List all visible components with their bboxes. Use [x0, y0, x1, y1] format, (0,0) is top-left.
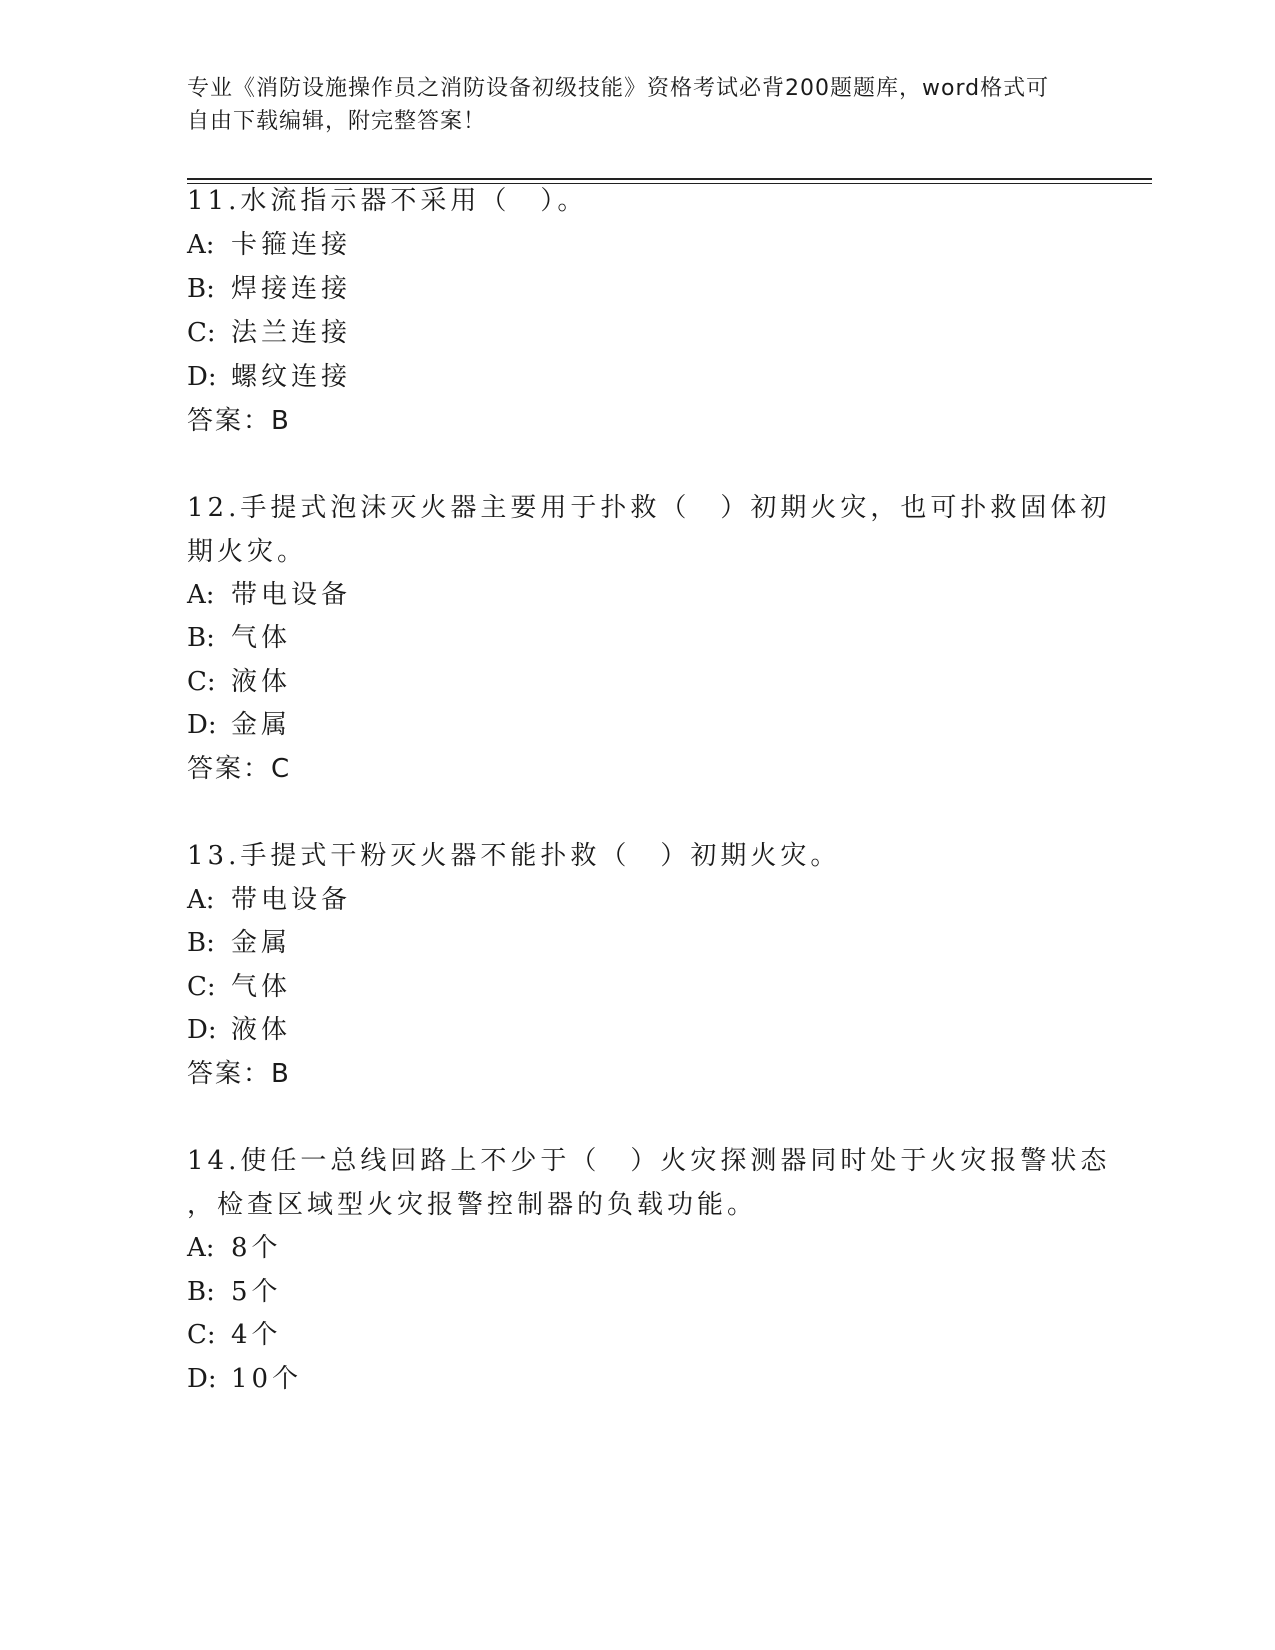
question-11-stem: 11.水流指示器不采用（ ）。 — [187, 186, 588, 216]
question-13-option-c — [187, 970, 291, 1004]
option-key: A: — [187, 230, 215, 260]
answer-label: 答案： — [187, 1059, 272, 1089]
question-13-option-d — [187, 1013, 291, 1047]
option-key: A: — [187, 1233, 215, 1263]
option-key: C: — [187, 972, 216, 1002]
option-text: 10个 — [231, 1364, 303, 1394]
option-text: 卡箍连接 — [231, 230, 352, 260]
option-key: C: — [187, 667, 216, 697]
answer-value: B — [271, 1059, 291, 1089]
option-text: 液体 — [231, 667, 292, 697]
question-12-option-d — [187, 708, 291, 742]
question-12-option-c — [187, 665, 291, 699]
option-text: 金属 — [231, 928, 292, 958]
question-12-answer — [187, 752, 291, 786]
question-14-stem-line1: 14.使任一总线回路上不少于（ ）火灾探测器同时处于火灾报警状态 — [187, 1146, 1111, 1176]
option-key: A: — [187, 580, 215, 610]
question-13-option-b — [187, 926, 291, 960]
question-13-option-a — [187, 883, 351, 917]
question-11-option-d — [187, 360, 351, 394]
question-14-option-b — [187, 1275, 282, 1309]
option-text: 法兰连接 — [231, 318, 352, 348]
option-text: 带电设备 — [231, 580, 352, 610]
option-key: B: — [187, 274, 215, 304]
question-12-stem-line2: 期火灾。 — [187, 537, 308, 567]
option-text: 气体 — [231, 972, 292, 1002]
question-11-option-c — [187, 316, 351, 350]
option-text: 8个 — [231, 1233, 282, 1263]
option-key: C: — [187, 318, 216, 348]
option-key: D: — [187, 1364, 217, 1394]
question-14-option-c — [187, 1318, 282, 1352]
document-header: 专业《消防设施操作员之消防设备初级技能》资格考试必背200题题库，word格式可自由下载编辑，附完整答案！ — [187, 76, 1050, 134]
option-key: D: — [187, 710, 217, 740]
option-key: D: — [187, 1015, 217, 1045]
option-key: B: — [187, 623, 215, 653]
option-text: 4个 — [231, 1320, 282, 1350]
question-12-option-b — [187, 621, 291, 655]
question-11-option-b — [187, 272, 351, 306]
option-key: B: — [187, 1277, 215, 1307]
option-text: 气体 — [231, 623, 292, 653]
question-11-option-a — [187, 228, 351, 262]
question-11-answer — [187, 404, 291, 438]
option-text: 5个 — [231, 1277, 282, 1307]
answer-value: C — [271, 754, 292, 784]
option-text: 焊接连接 — [231, 274, 352, 304]
option-text: 金属 — [231, 710, 292, 740]
option-key: B: — [187, 928, 215, 958]
answer-value: B — [271, 406, 291, 436]
option-text: 液体 — [231, 1015, 292, 1045]
answer-label: 答案： — [187, 406, 272, 436]
question-13-stem: 13.手提式干粉灭火器不能扑救（ ）初期火灾。 — [187, 841, 841, 871]
option-key: A: — [187, 885, 215, 915]
header-rule-thick — [187, 178, 1152, 180]
question-12-option-a — [187, 578, 351, 612]
option-text: 带电设备 — [231, 885, 352, 915]
question-14-option-a — [187, 1231, 282, 1265]
option-key: C: — [187, 1320, 216, 1350]
option-key: D: — [187, 362, 217, 392]
question-13-answer — [187, 1057, 291, 1091]
answer-label: 答案： — [187, 754, 272, 784]
option-text: 螺纹连接 — [231, 362, 352, 392]
question-14-stem-line2: ，检查区域型火灾报警控制器的负载功能。 — [187, 1190, 758, 1220]
question-14-option-d — [187, 1362, 302, 1396]
question-12-stem-line1: 12.手提式泡沫灭火器主要用于扑救（ ）初期火灾，也可扑救固体初 — [187, 493, 1111, 523]
